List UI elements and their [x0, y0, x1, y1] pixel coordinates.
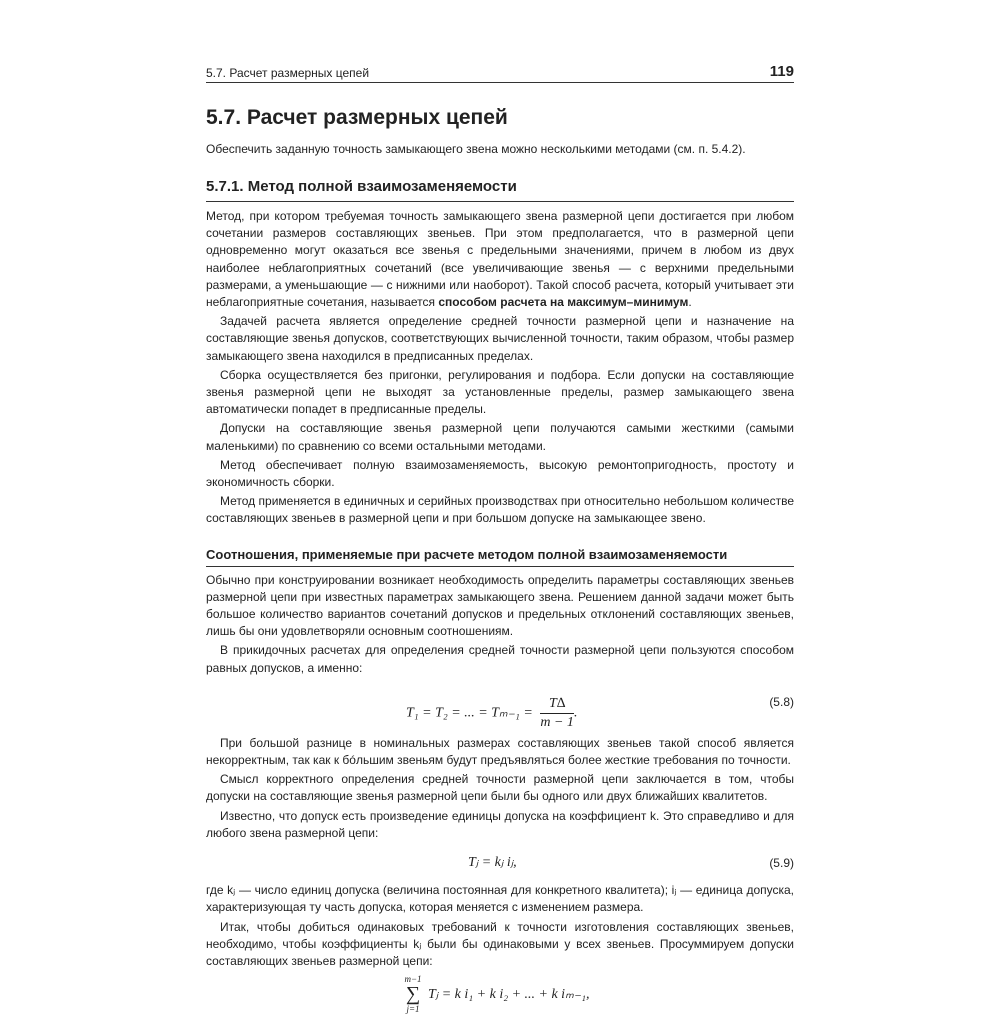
paragraph: При большой разнице в номинальных размерах составляющих звеньев такой способ является некорректным, так как к бóльшим звеньям будут предъявляться более жесткие требования по точности.	[206, 735, 794, 768]
relations-title: Соотношения, применяемые при расчете методом полной взаимозаменяемости	[206, 546, 794, 567]
intro-text: Обеспечить заданную точность замыкающего звена можно несколькими методами (см. п. 5.4.2).	[206, 142, 746, 156]
paragraph: Задачей расчета является определение средней точности размерной цепи и назначение на составляющие звенья допусков, соответствующих вычисленной точности, таким образом, чтобы размер замыкающего звена находился в предписанных пределах.	[206, 314, 794, 363]
paragraph: Итак, чтобы добиться одинаковых требований к точности изготовления составляющих звеньев, необходимо, чтобы коэффициенты kⱼ были бы одинаковыми у всех звеньев. Просуммируем допуски составляющих звеньев размерной цепи:	[206, 919, 794, 968]
paragraph: Метод применяется в единичных и серийных производствах при относительно небольшом количестве составляющих звеньев в размерной цепи и при большом допуске на замыкающее звено.	[206, 494, 794, 526]
equation-number: (5.9)	[769, 856, 794, 871]
paragraph: Известно, что допуск есть произведение единицы допуска на коэффициент k. Это справедливо и для любого звена размерной цепи:	[206, 808, 794, 840]
eq-body: Tⱼ = k i₁ + k i₂ + ... + k iₘ₋₁,	[428, 987, 590, 1003]
paragraph: Обычно при конструировании возникает необходимость определить параметры составляющих звеньев размерной цепи при известных параметрах замыкающего звена. Решением данной задачи может быть большое количество вариантов сочетаний допусков и предельных отклонений составляющих звеньев, лишь бы они удовлетворяли основным соотношениям.	[206, 572, 794, 639]
section-title: 5.7. Расчет размерных цепей	[206, 106, 508, 129]
subsection-title: 5.7.1. Метод полной взаимозаменяемости	[206, 178, 794, 202]
bold-term: способом расчета на максимум–минимум	[438, 295, 689, 310]
equation-5-9	[206, 848, 794, 878]
paragraph: Метод обеспечивает полную взаимозаменяемость, высокую ремонтопригодность, простоту и экономичность сборки.	[206, 457, 794, 490]
eq-lhs: T₁ = T₂ = ... = Tₘ₋₁ =	[406, 705, 533, 721]
page	[206, 62, 794, 1018]
page-number: 119	[769, 63, 794, 80]
equation-sum	[206, 974, 794, 1018]
equation-number: (5.8)	[769, 694, 794, 709]
sum-operator: m−1 ∑ j=1	[404, 974, 422, 1015]
paragraph: Смысл корректного определения средней точности размерной цепи заключается в том, чтобы допуски на составляющие звенья размерной цепи были бы одного или двух ближайших квалитетов.	[206, 772, 794, 804]
paragraph: где kⱼ — число единиц допуска (величина постоянная для конкретного квалитета); iⱼ — единица допуска, характеризующая ту часть допуска, которая меняется с изменением размера.	[206, 883, 794, 915]
running-head-title: 5.7. Расчет размерных цепей	[206, 66, 370, 80]
equation-5-8: T₁ = T₂ = ... = Tₘ₋₁ = $\frac{T\Delta}{m - 1}$ . (5.8)	[406, 694, 794, 730]
eq-body: Tⱼ = kⱼ iⱼ,	[468, 855, 517, 871]
paragraph: В прикидочных расчетах для определения средней точности размерной цепи пользуются способом равных допусков, а именно:	[206, 643, 794, 675]
eq-fraction: $\frac{T\Delta}{m - 1}$	[540, 695, 574, 730]
running-head	[206, 62, 794, 83]
paragraph: Метод, при котором требуемая точность замыкающего звена размерной цепи достигается при любом сочетании размеров составляющих звеньев. При этом предполагается, что в размерной цепи одновременно могут оказаться все звенья с предельными значениями, причем в любом из двух наиболее неблагоприятных сочетаний (все увеличивающие звенья — с верхними предельными размерами, а уменьшающие — с нижними или наоборот). Такой способ расчета, который учитывает эти неблагоприятные сочетания, называется способом расчета на максимум–минимум.	[206, 209, 794, 310]
paragraph: Сборка осуществляется без пригонки, регулирования и подбора. Если допуски на составляющие звенья размерной цепи не выходят за установленные пределы, размер замыкающего звена автоматически попадет в предписанные пределы.	[206, 367, 794, 417]
paragraph: Допуски на составляющие звенья размерной цепи получаются самыми жесткими (самыми маленькими) по сравнению со всеми остальными методами.	[206, 421, 794, 453]
